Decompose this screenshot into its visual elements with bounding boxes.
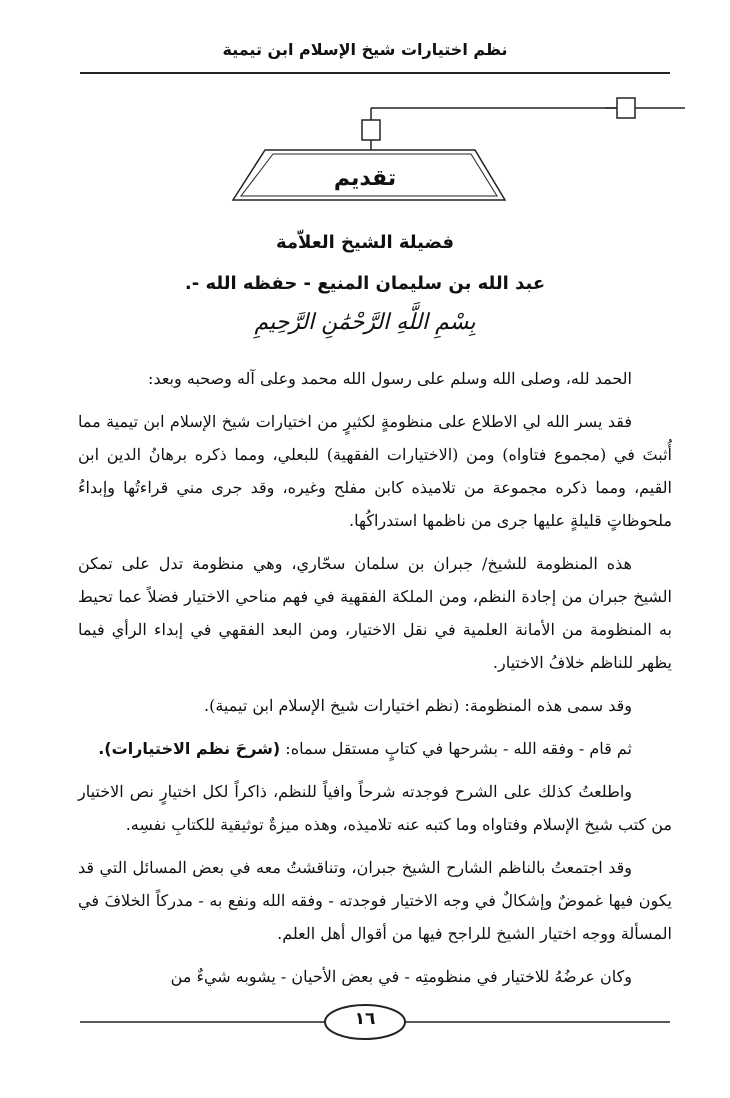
paragraph: وقد سمى هذه المنظومة: (نظم اختيارات شيخ الإسلام ابن تيمية). bbox=[204, 696, 632, 715]
paragraph: وقد اجتمعتُ بالناظم الشارح الشيخ جبران، وتناقشتُ معه في بعض المسائل التي قد يكون فيها غموضٌ وإشكالٌ في وجه الاختيار فوجدته - وفقه الله ونفع به - مدركاً الخلافَ في المسألة ووجه اختيار الشيخ للراجح فيها من أقوال أهل العلم. bbox=[78, 858, 672, 943]
page-number: ١٦ bbox=[354, 1009, 376, 1029]
paragraph: فقد يسر الله لي الاطلاع على منظومةٍ لكثيرٍ من اختيارات شيخ الإسلام ابن تيمية مما أُثبتَ في (مجموع فتاواه) ومن (الاختيارات الفقهية) للبعلي، ومما ذكره برهانُ الدين ابن القيم، ومما ذكره مجموعة من تلاميذه كابن مفلح وغيره، وقد جرى مني قراءتُها وإبداءُ ملحوظاتٍ قليلةٍ عليها جرى من ناظمها استدراكُها. bbox=[78, 412, 672, 530]
paragraph: الحمد لله، وصلى الله وسلم على رسول الله محمد وعلى آله وصحبه وبعد: bbox=[148, 369, 632, 388]
body-text bbox=[78, 362, 672, 1003]
paragraph: هذه المنظومة للشيخ/ جبران بن سلمان سحّاري، وهي منظومة تدل على تمكن الشيخ جبران من إجادة النظم، ومن الملكة الفقهية في فهم مناحي الاختيار فضلاً عما تحيط به المنظومة من الأمانة العلمية في نقل الاختيار، ومن البعد الفقهي في إبداء الرأي فيما يظهر للناظم خلافُ الاختيار. bbox=[78, 554, 672, 672]
section-ornament bbox=[225, 90, 685, 220]
commentary-title: (شرحَ نظم الاختيارات). bbox=[98, 739, 281, 758]
paragraph bbox=[78, 732, 672, 765]
commentary-prefix: ثم قام - وفقه الله - بشرحها في كتابٍ مستقل سماه: bbox=[285, 739, 632, 758]
running-header: نظم اختيارات شيخ الإسلام ابن تيمية bbox=[222, 40, 508, 59]
basmala: بِسْمِ اللَّهِ الرَّحْمَٰنِ الرَّحِيمِ bbox=[254, 310, 476, 335]
paragraph: وكان عرضُهُ للاختيار في منظومتِه - في بعض الأحيان - يشوبه شيءٌ من bbox=[170, 967, 632, 986]
section-label: تقديم bbox=[333, 166, 397, 191]
header-rule bbox=[80, 72, 670, 74]
paragraph: واطلعتُ كذلك على الشرح فوجدته شرحاً وافياً للنظم، ذاكراً لكل اختيارٍ نص الاختيار من كتب شيخ الإسلام وفتاواه وما كتبه عنه تلاميذه، وهذه ميزةٌ توثيقية للكتابِ نفسِه. bbox=[78, 782, 672, 834]
author-honorific: فضيلة الشيخ العلاّمة bbox=[275, 232, 455, 253]
author-name: عبد الله بن سليمان المنيع - حفظه الله -. bbox=[184, 273, 546, 294]
